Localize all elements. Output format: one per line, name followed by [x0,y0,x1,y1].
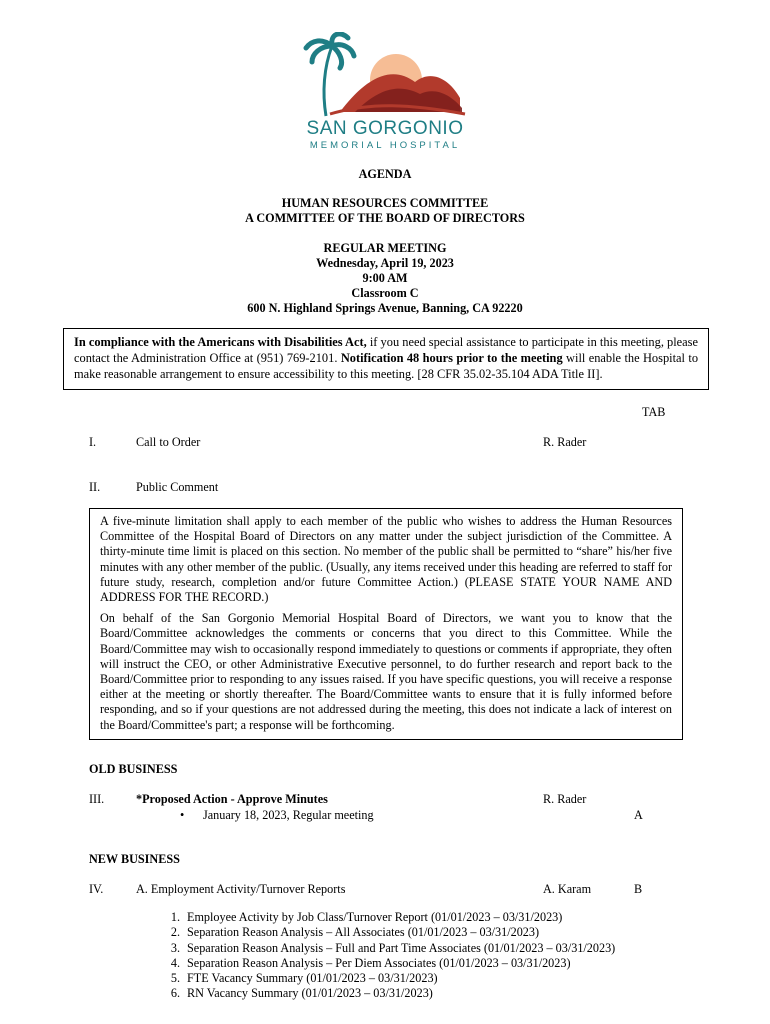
ada-notice-box [63,328,709,390]
palm-mountain-sun-icon [300,32,470,118]
old-business-heading: OLD BUSINESS [89,762,178,776]
item-iii-bullet: January 18, 2023, Regular meeting [203,808,374,822]
committee-name: HUMAN RESOURCES COMMITTEE [281,196,489,210]
list-item: 2. Separation Reason Analysis – All Associates (01/01/2023 – 03/31/2023) [170,925,540,940]
ada-notice-text-1: if you need special assistance to participate in this meeting, please contact the Administration Office at (951) 769-2101. [74,335,699,366]
item-ii-number: II. [89,480,101,494]
new-business-heading: NEW BUSINESS [89,852,180,866]
public-comment-rules: A five-minute limitation shall apply to each member of the public who wishes to address the Human Resources Committee of the Hospital Board of Directors on any matter under the subject jurisdiction of the Committee. A thirty-minute time limit is placed on this section. No member of the public shall be permitted to “share” his/her five minutes with any other member of the public. (Usually, any items received under this heading are referred to staff for future study, research, completion and/or future Committee Action.) (PLEASE STATE YOUR NAME AND ADDRESS FOR THE RECORD.) [100,514,672,605]
public-comment-statement: On behalf of the San Gorgonio Memorial Hospital Board of Directors, we want you to know that the Board/Committee acknowledges the comments or concerns that you direct to this Committee. While the Board/Committee may wish to occasionally respond immediately to questions or comments if appropriate, they often will instruct the CEO, or other Administrative Executive personnel, to do further research and report back to the Board/Committee prior to responding to any issues raised. If you have specific questions, you will receive a response either at the meeting or shortly thereafter. The Board/Committee wants to ensure that it is fully informed before responding, and so if your questions are not addressed during the meeting, this does not indicate a lack of interest on the Board/Committee's part; a response will be forthcoming. [100,611,672,732]
meeting-date: Wednesday, April 19, 2023 [316,256,454,270]
item-iv-presenter: A. Karam [543,882,592,896]
tab-column-header: TAB [642,405,666,419]
hospital-logo [300,32,470,156]
item-iii-tab: A [634,808,643,822]
item-iii-number: III. [89,792,105,806]
item-i-title: Call to Order [136,435,201,449]
item-i-number: I. [89,435,97,449]
meeting-address: 600 N. Highland Springs Avenue, Banning, CA 92220 [247,301,523,315]
list-item: 3. Separation Reason Analysis – Full and Part Time Associates (01/01/2023 – 03/31/2023) [170,940,616,955]
public-comment-box [89,508,683,740]
turnover-report-list [144,910,615,1002]
item-ii-title: Public Comment [136,480,219,494]
bullet-icon: • [180,808,185,822]
agenda-title: AGENDA [358,167,412,181]
item-iv-tab: B [634,882,643,896]
meeting-type: REGULAR MEETING [323,241,447,255]
item-iv-number: IV. [89,882,104,896]
list-item: 6. RN Vacancy Summary (01/01/2023 – 03/31/2023) [170,986,433,1001]
item-iii-presenter: R. Rader [543,792,587,806]
list-item: 4. Separation Reason Analysis – Per Diem Associates (01/01/2023 – 03/31/2023) [170,955,571,970]
item-iv-title: A. Employment Activity/Turnover Reports [136,882,346,896]
list-item: 1. Employee Activity by Job Class/Turnover Report (01/01/2023 – 03/31/2023) [170,910,563,924]
item-i-presenter: R. Rader [543,435,587,449]
board-line: A COMMITTEE OF THE BOARD OF DIRECTORS [245,211,525,225]
meeting-time: 9:00 AM [362,271,408,285]
item-iii-title: *Proposed Action - Approve Minutes [136,792,328,806]
list-item: 5. FTE Vacancy Summary (01/01/2023 – 03/31/2023) [170,971,438,986]
logo-name: SAN GORGONIO [306,118,464,139]
logo-subtitle: MEMORIAL HOSPITAL [309,140,461,151]
meeting-room: Classroom C [351,286,419,300]
ada-notice-emphasis: Notification 48 hours prior to the meeting [340,351,563,366]
ada-notice-lead: In compliance with the Americans with Disabilities Act, [74,335,367,349]
ada-notice-text-2: will enable the Hospital to make reasonable arrangement to ensure accessibility to this meeting. [28 CFR 35.02-35.104 ADA Title II]. [74,351,699,382]
